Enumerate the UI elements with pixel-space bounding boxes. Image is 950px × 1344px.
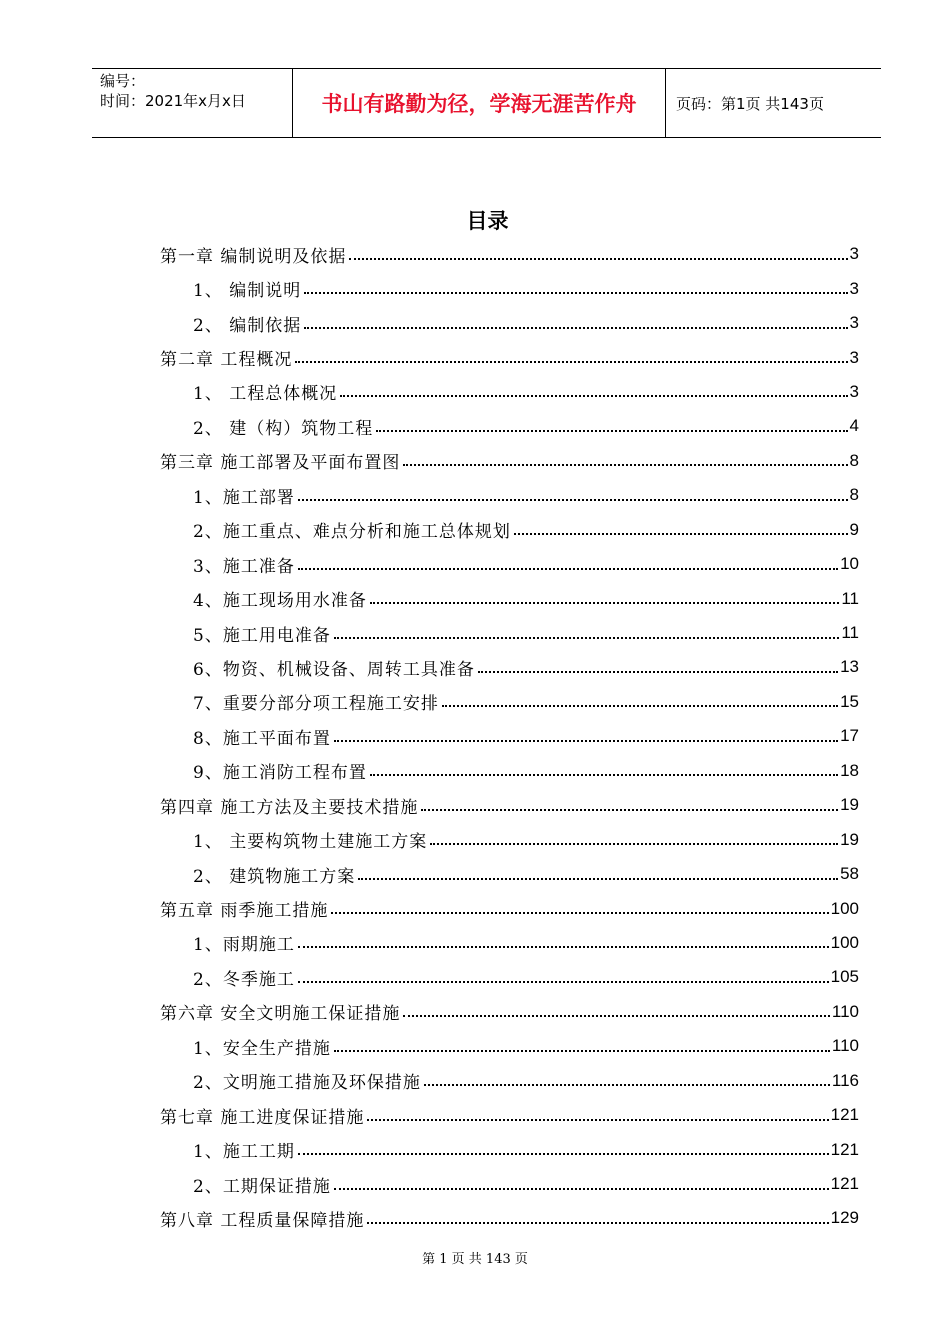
toc-dot-leader <box>367 1118 828 1121</box>
toc-dot-leader <box>367 1221 828 1224</box>
toc-entry-label: 1、 工程总体概况 <box>193 384 338 405</box>
toc-entry-label: 2、文明施工措施及环保措施 <box>193 1073 421 1094</box>
toc-entry-label: 第一章 编制说明及依据 <box>160 246 347 267</box>
toc-dot-leader <box>442 704 838 707</box>
toc-dot-leader <box>298 498 848 501</box>
toc-entry-label: 1、施工部署 <box>193 487 295 508</box>
toc-dot-leader <box>334 636 840 639</box>
toc-dot-leader <box>430 842 838 845</box>
toc-entry-label: 2、 编制依据 <box>193 315 302 336</box>
toc-subsection-entry[interactable] <box>160 650 859 684</box>
toc-entry-page: 17 <box>840 726 859 746</box>
toc-subsection-entry[interactable] <box>160 478 859 512</box>
toc-dot-leader <box>376 429 847 432</box>
toc-entry-page: 121 <box>830 1174 859 1194</box>
toc-entry-label: 5、施工用电准备 <box>193 625 331 646</box>
page-footer: 第 1 页 共 143 页 <box>422 1252 528 1267</box>
toc-title: 目录 <box>466 209 509 233</box>
toc-entry-page: 3 <box>849 313 859 333</box>
toc-entry-page: 3 <box>849 244 859 264</box>
toc-dot-leader <box>358 877 838 880</box>
toc-entry-page: 15 <box>840 691 859 711</box>
toc-entry-label: 2、 建（构）筑物工程 <box>193 418 374 439</box>
toc-subsection-entry[interactable] <box>160 719 859 753</box>
toc-entry-label: 4、施工现场用水准备 <box>193 591 367 612</box>
toc-subsection-entry[interactable] <box>160 1029 859 1063</box>
page-header <box>92 68 881 138</box>
toc-chapter-entry[interactable] <box>160 891 859 925</box>
toc-entry-label: 1、 主要构筑物土建施工方案 <box>193 832 428 853</box>
toc-dot-leader <box>334 1187 829 1190</box>
toc-chapter-entry[interactable] <box>160 1098 859 1132</box>
toc-entry-label: 3、施工准备 <box>193 556 295 577</box>
toc-subsection-entry[interactable] <box>160 857 859 891</box>
toc-chapter-entry[interactable] <box>160 340 859 374</box>
toc-entry-page: 3 <box>849 278 859 298</box>
toc-dot-leader <box>298 945 829 948</box>
toc-dot-leader <box>340 394 847 397</box>
toc-subsection-entry[interactable] <box>160 616 859 650</box>
toc-entry-page: 18 <box>840 760 859 780</box>
toc-entry-label: 8、施工平面布置 <box>193 728 331 749</box>
toc-subsection-entry[interactable] <box>160 375 859 409</box>
toc-subsection-entry[interactable] <box>160 306 859 340</box>
toc-dot-leader <box>403 1014 829 1017</box>
toc-entry-label: 第六章 安全文明施工保证措施 <box>160 1004 401 1025</box>
toc-entry-label: 第二章 工程概况 <box>160 350 293 371</box>
toc-dot-leader <box>298 980 829 983</box>
toc-subsection-entry[interactable] <box>160 547 859 581</box>
toc-entry-page: 8 <box>849 485 859 505</box>
toc-entry-page: 13 <box>840 657 859 677</box>
toc-dot-leader <box>334 739 838 742</box>
toc-subsection-entry[interactable] <box>160 685 859 719</box>
toc-entry-label: 1、雨期施工 <box>193 935 295 956</box>
toc-dot-leader <box>349 257 847 260</box>
toc-entry-label: 第三章 施工部署及平面布置图 <box>160 453 401 474</box>
toc-dot-leader <box>334 1049 830 1052</box>
toc-entry-page: 8 <box>849 450 859 470</box>
toc-entry-page: 11 <box>841 623 859 643</box>
toc-dot-leader <box>478 670 838 673</box>
toc-subsection-entry[interactable] <box>160 581 859 615</box>
toc-dot-leader <box>298 1152 829 1155</box>
toc-entry-page: 110 <box>831 1036 859 1056</box>
toc-entry-page: 121 <box>830 1105 859 1125</box>
toc-entry-page: 100 <box>830 898 859 918</box>
toc-subsection-entry[interactable] <box>160 1167 859 1201</box>
toc-subsection-entry[interactable] <box>160 271 859 305</box>
toc-entry-page: 100 <box>830 932 859 952</box>
toc-dot-leader <box>421 808 838 811</box>
toc-entry-page: 3 <box>849 381 859 401</box>
toc-dot-leader <box>403 463 847 466</box>
toc-subsection-entry[interactable] <box>160 513 859 547</box>
toc-chapter-entry[interactable] <box>160 444 859 478</box>
toc-dot-leader <box>295 360 847 363</box>
toc-entry-page: 129 <box>830 1208 859 1228</box>
toc-chapter-entry[interactable] <box>160 1201 859 1235</box>
table-of-contents <box>160 237 859 1236</box>
toc-subsection-entry[interactable] <box>160 409 859 443</box>
toc-chapter-entry[interactable] <box>160 995 859 1029</box>
toc-dot-leader <box>331 911 828 914</box>
header-time: 时间：2021年x月x日 <box>100 92 246 110</box>
toc-subsection-entry[interactable] <box>160 822 859 856</box>
toc-entry-label: 1、施工工期 <box>193 1142 295 1163</box>
toc-entry-page: 3 <box>849 347 859 367</box>
toc-entry-label: 1、安全生产措施 <box>193 1038 331 1059</box>
toc-dot-leader <box>424 1083 830 1086</box>
header-motto: 书山有路勤为径，学海无涯苦作舟 <box>293 69 666 137</box>
toc-dot-leader <box>298 567 838 570</box>
toc-subsection-entry[interactable] <box>160 1132 859 1166</box>
toc-entry-label: 第五章 雨季施工措施 <box>160 901 329 922</box>
toc-subsection-entry[interactable] <box>160 1064 859 1098</box>
toc-entry-page: 10 <box>840 554 859 574</box>
toc-entry-page: 11 <box>841 588 859 608</box>
toc-chapter-entry[interactable] <box>160 788 859 822</box>
toc-entry-label: 第四章 施工方法及主要技术措施 <box>160 797 419 818</box>
toc-entry-page: 121 <box>830 1139 859 1159</box>
toc-entry-page: 105 <box>830 967 859 987</box>
toc-entry-label: 9、施工消防工程布置 <box>193 763 367 784</box>
toc-subsection-entry[interactable] <box>160 960 859 994</box>
header-page-number: 页码：第1页 共143页 <box>676 94 824 113</box>
toc-entry-label: 6、物资、机械设备、周转工具准备 <box>193 659 475 680</box>
toc-entry-page: 9 <box>849 519 859 539</box>
toc-chapter-entry[interactable] <box>160 237 859 271</box>
toc-dot-leader <box>370 601 840 604</box>
toc-entry-page: 19 <box>840 795 859 815</box>
toc-subsection-entry[interactable] <box>160 754 859 788</box>
toc-entry-page: 19 <box>840 829 859 849</box>
toc-entry-page: 58 <box>840 864 859 884</box>
toc-entry-label: 2、冬季施工 <box>193 969 295 990</box>
header-info-cell <box>92 69 293 137</box>
toc-entry-label: 2、工期保证措施 <box>193 1176 331 1197</box>
toc-subsection-entry[interactable] <box>160 926 859 960</box>
toc-entry-label: 7、重要分部分项工程施工安排 <box>193 694 439 715</box>
toc-entry-label: 2、 建筑物施工方案 <box>193 866 356 887</box>
toc-entry-label: 第七章 施工进度保证措施 <box>160 1107 365 1128</box>
toc-entry-label: 第八章 工程质量保障措施 <box>160 1210 365 1231</box>
toc-dot-leader <box>304 291 847 294</box>
toc-entry-page: 4 <box>849 416 859 436</box>
toc-dot-leader <box>304 326 847 329</box>
toc-entry-page: 110 <box>831 1001 859 1021</box>
toc-entry-label: 1、 编制说明 <box>193 281 302 302</box>
toc-dot-leader <box>370 773 838 776</box>
toc-dot-leader <box>514 532 848 535</box>
header-code-label: 编号： <box>100 72 146 90</box>
toc-entry-page: 116 <box>831 1070 859 1090</box>
toc-entry-label: 2、施工重点、难点分析和施工总体规划 <box>193 522 511 543</box>
